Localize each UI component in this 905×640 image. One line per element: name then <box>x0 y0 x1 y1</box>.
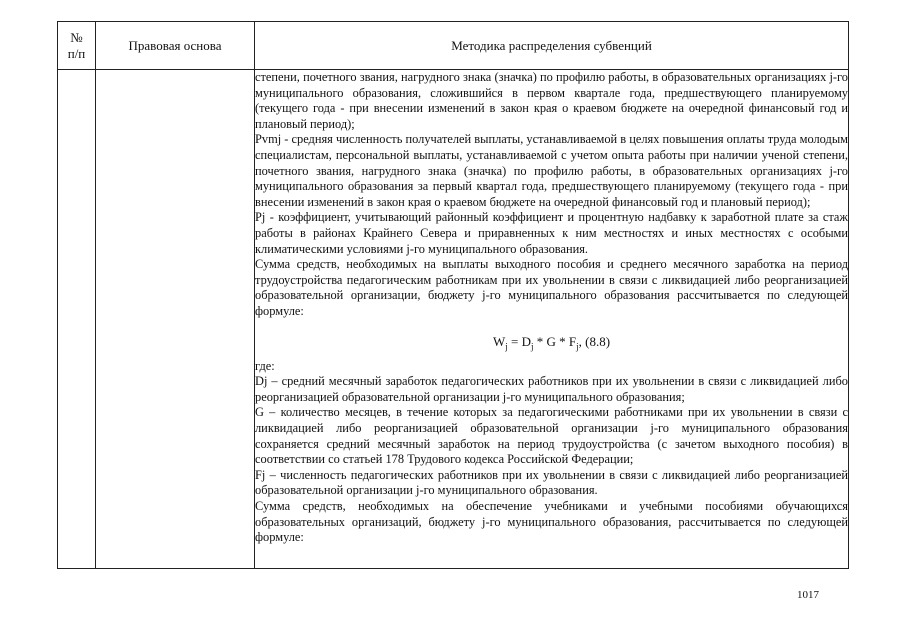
header-methodology: Методика распределения субвенций <box>255 22 849 70</box>
page-number: 1017 <box>797 589 819 601</box>
header-number-sign: № <box>70 29 83 45</box>
paragraph-degree-continuation: степени, почетного звания, нагрудного знака (значка) по профилю работы, в образовательных организациях j-го муниципального образования, сложившийся в первом квартале года, предшествующего планируемому (текущего года - при внесении изменений в закон края о краевом бюджете на очередной финансовый год и плановый период); <box>255 70 848 131</box>
cell-legal-basis <box>96 70 255 569</box>
paragraph-where: где: <box>255 358 275 373</box>
cell-methodology <box>255 70 849 569</box>
table-row <box>58 70 849 569</box>
paragraph-severance-intro: Сумма средств, необходимых на выплаты выходного пособия и среднего месячного заработка на период трудоустройства педагогическим работникам при их увольнении в связи с ликвидацией либо реорганизацией образовательной организации, бюджету j-го муниципального образования рассчитывается по следующей формуле: <box>255 257 848 318</box>
paragraph-dj: Dj – средний месячный заработок педагогических работников при их увольнении в связи с ликвидацией либо реорганизацией образовательной организации j-го муниципального образования; <box>255 374 848 404</box>
header-legal-basis: Правовая основа <box>96 22 255 70</box>
paragraph-pj: Pj - коэффициент, учитывающий районный коэффициент и процентную надбавку к заработной плате за стаж работы в районах Крайнего Севера и приравненных к ним местностях и иных местностях с особыми климатическими условиями j-го муниципального образования. <box>255 210 848 256</box>
paragraph-textbooks-intro: Сумма средств, необходимых на обеспечение учебниками и учебными пособиями обучающихся образовательных организаций, бюджету j-го муниципального образования, рассчитывается по следующей формуле: <box>255 499 848 545</box>
header-number <box>58 22 96 70</box>
paragraph-g: G – количество месяцев, в течение которых за педагогическими работниками при их увольнении в связи с ликвидацией либо реорганизацией образовательной организации j-го муниципального образования сохраняется средний месячный заработок на период трудоустройства (с зачетом выходного пособия) в соответствии со статьей 178 Трудового кодекса Российской Федерации; <box>255 405 848 467</box>
formula-8-8: $W_j = D_j * G * F_j$, (8.8) <box>492 333 611 352</box>
subsidy-table <box>57 21 849 569</box>
paragraph-fj: Fj – численность педагогических работников при их увольнении в связи с ликвидацией либо реорганизацией образовательной организации j-го муниципального образования. <box>255 467 848 498</box>
table-header-row <box>58 22 849 70</box>
cell-number <box>58 70 96 569</box>
paragraph-pvmj: Pvmj - средняя численность получателей выплаты, устанавливаемой в целях повышения оплаты труда молодым специалистам, персональной выплаты, устанавливаемой с учетом опыта работы при наличии ученой степени, почетного звания, нагрудного знака (значка) по профилю работы, в образовательных организациях j-го муниципального образования за первый квартал года, предшествующего планируемому (текущего года - при внесении изменений в закон края о краевом бюджете на очередной финансовый год и плановый период); <box>255 132 848 209</box>
header-number-abbr: п/п <box>67 45 86 61</box>
